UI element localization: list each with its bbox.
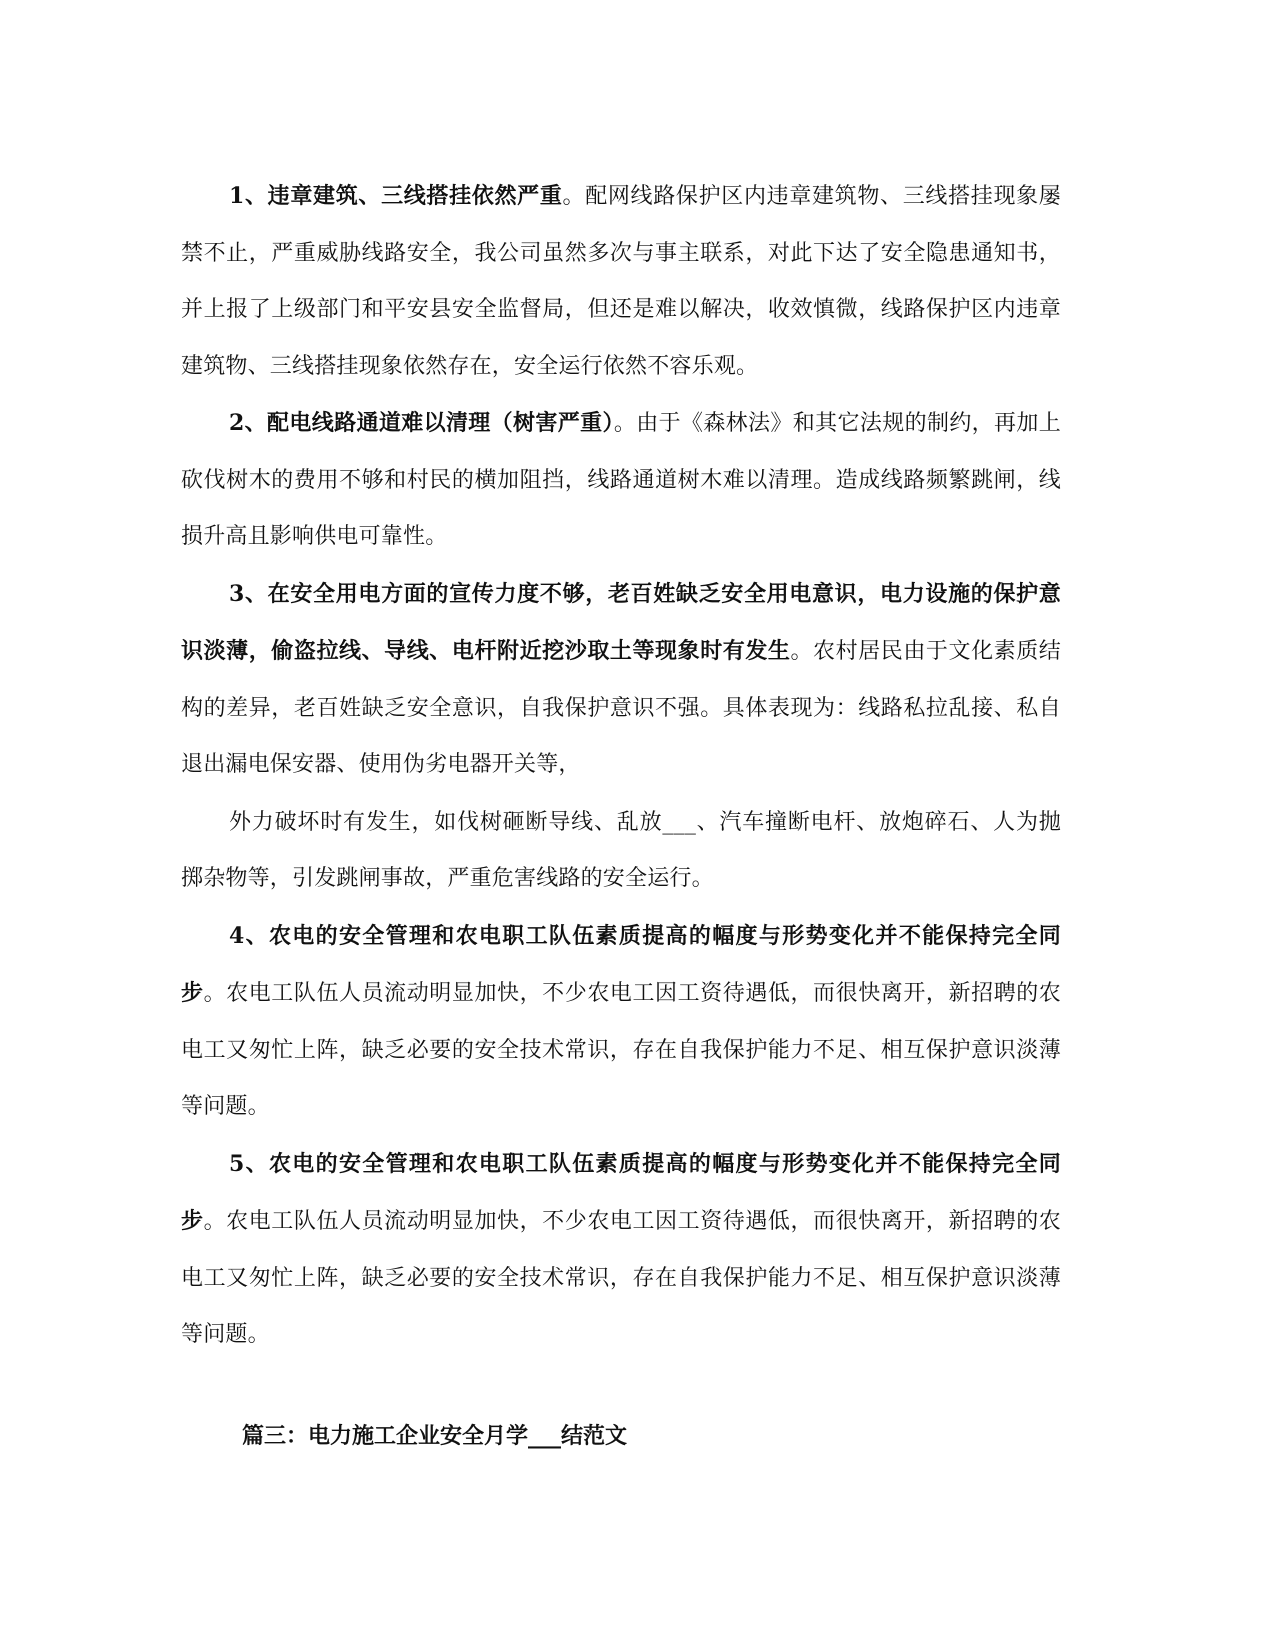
paragraph-5 [181,908,1061,1136]
paragraph-2 [181,395,1061,566]
paragraph-1-lead: 1、违章建筑、三线搭挂依然严重 [229,183,563,209]
document-body [181,168,1061,1364]
paragraph-4 [181,794,1061,908]
paragraph-2-text: 。由于《森林法》和其它法规的制约，再加上砍伐树木的费用不够和村民的横加阻挡，线路通道树木难以清理。造成线路频繁跳闸，线损升高且影响供电可靠性。 [181,411,1061,549]
paragraph-1 [181,168,1061,395]
paragraph-2-lead: 2、配电线路通道难以清理（树害严重） [229,410,614,436]
paragraph-6-text: 。农电工队伍人员流动明显加快，不少农电工因工资待遇低，而很快离开，新招聘的农电工又匆忙上阵，缺乏必要的安全技术常识，存在自我保护能力不足、相互保护意识淡薄等问题。 [181,1209,1061,1347]
paragraph-6-lead: 5、农电的安全管理和农电职工队伍素质提高的幅度与形势变化并不能保持完全同步 [181,1150,1061,1234]
paragraph-4-text: 外力破坏时有发生，如伐树砸断导线、乱放___、汽车撞断电杆、放炮碎石、人为抛掷杂物等，引发跳闸事故，严重危害线路的安全运行。 [181,809,1061,891]
paragraph-3-text: 。农村居民由于文化素质结构的差异，老百姓缺乏安全意识，自我保护意识不强。具体表现为：线路私拉乱接、私自退出漏电保安器、使用伪劣电器开关等， [181,639,1061,777]
paragraph-3 [181,566,1061,794]
paragraph-6 [181,1136,1061,1364]
section-heading: 篇三：电力施工企业安全月学___结范文 [242,1423,628,1449]
paragraph-5-lead: 4、农电的安全管理和农电职工队伍素质提高的幅度与形势变化并不能保持完全同步 [181,922,1061,1006]
paragraph-3-lead: 3、在安全用电方面的宣传力度不够，老百姓缺乏安全用电意识，电力设施的保护意识淡薄，偷盗拉线、导线、电杆附近挖沙取土等现象时有发生 [181,580,1061,664]
paragraph-1-text: 。配网线路保护区内违章建筑物、三线搭挂现象屡禁不止，严重威胁线路安全，我公司虽然多次与事主联系，对此下达了安全隐患通知书，并上报了上级部门和平安县安全监督局，但还是难以解决，收效慎微，线路保护区内违章建筑物、三线搭挂现象依然存在，安全运行依然不容乐观。 [181,184,1061,379]
paragraph-5-text: 。农电工队伍人员流动明显加快，不少农电工因工资待遇低，而很快离开，新招聘的农电工又匆忙上阵，缺乏必要的安全技术常识，存在自我保护能力不足、相互保护意识淡薄等问题。 [181,981,1061,1119]
